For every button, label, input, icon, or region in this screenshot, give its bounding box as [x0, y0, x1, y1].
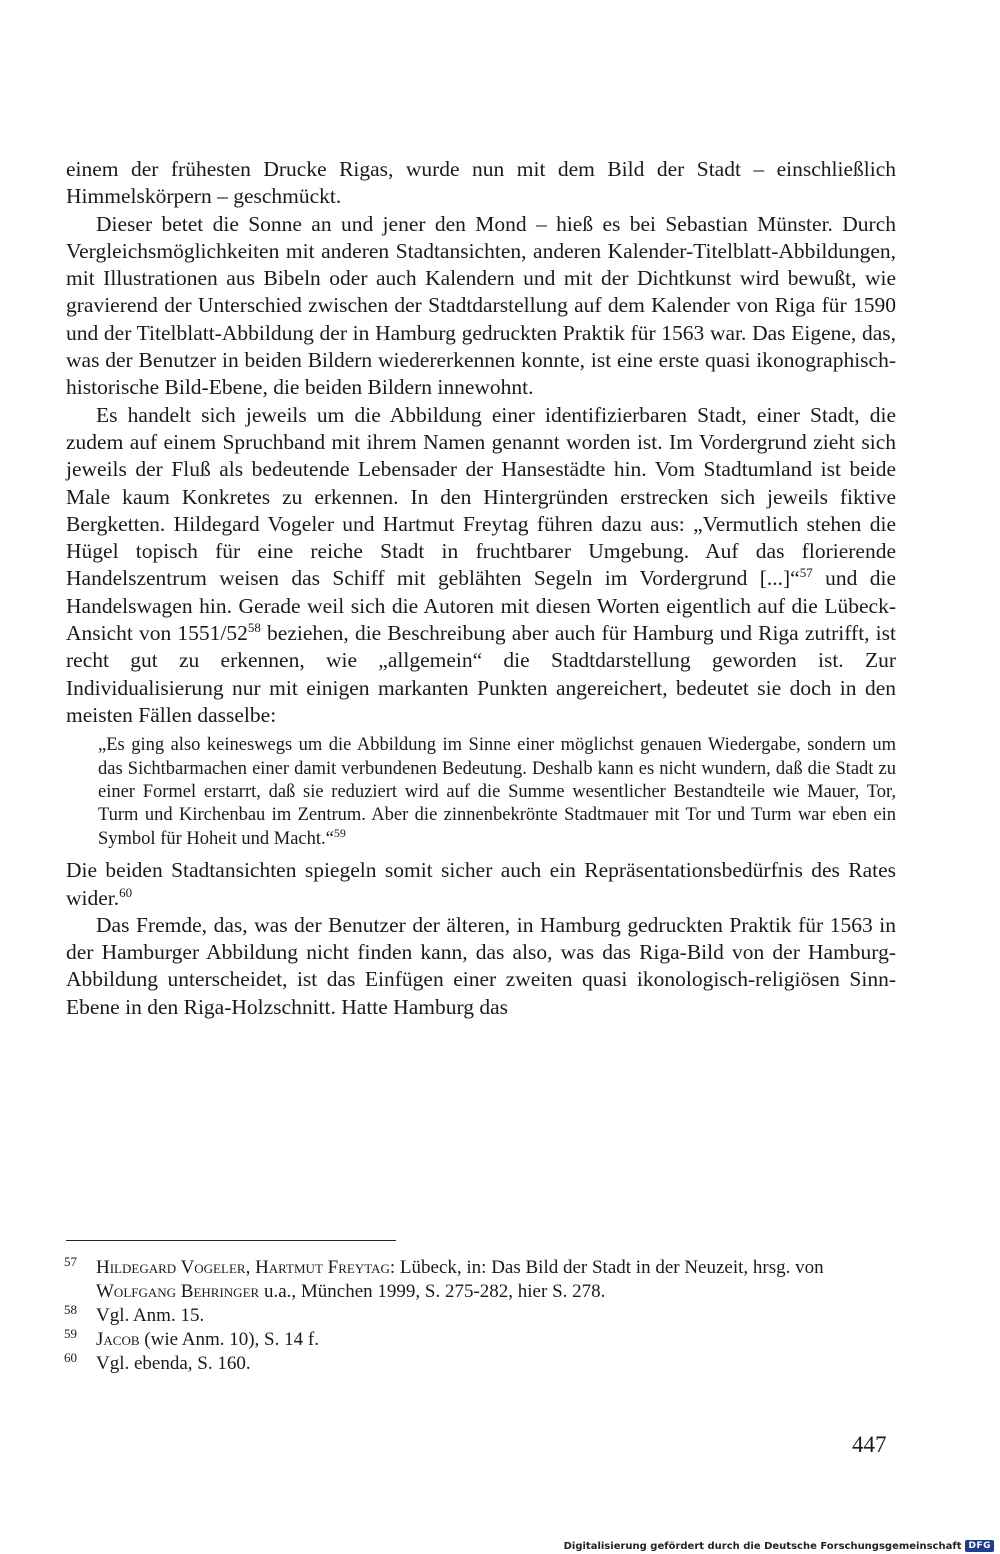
footnote-text: Vgl. ebenda, S. 160.: [96, 1353, 251, 1374]
footnote-author: Hartmut Freytag: [255, 1257, 390, 1278]
page-number: 447: [852, 1432, 887, 1457]
quote-text: „Es ging also keineswegs um die Abbildung im Sinne einer möglichst genauen Wiedergabe, sondern um das Sichtbarmachen einer damit verbundenen Bedeutung. Deshalb kann es nicht wundern, daß die Stadt zu einer Formel erstarrt, daß sie reduziert wird auf die Summe wesentlicher Bestandteile wie Mauer, Tor, Turm und Kirchenbau im Zentrum. Aber die zinnenbekrönte Stadtmauer mit Tor und Turm war eben ein Symbol für Hoheit und Macht.“: [98, 735, 896, 849]
footnote-number: 58: [64, 1302, 77, 1317]
footnote-author: Jacob: [96, 1329, 140, 1350]
footnote-number: 57: [64, 1254, 77, 1269]
footnote: [64, 1304, 894, 1328]
paragraph: Das Fremde, das, was der Benutzer der älteren, in Hamburg gedruckten Praktik für 1563 in der Hamburger Abbildung nicht finden kann, das also, was das Riga-Bild von der Hamburg-Abbildung unterscheidet, ist das Einfügen einer zweiten quasi ikonologisch-religiösen Sinn-Ebene in den Riga-Holzschnitt. Hatte Hamburg das: [66, 912, 896, 1019]
footnote-text: ,: [245, 1257, 256, 1278]
paragraph-text: Die beiden Stadtansichten spiegeln somit sicher auch ein Repräsentationsbedürfnis des Rates wider.: [66, 858, 896, 910]
main-text: [66, 156, 896, 1021]
footnote-ref[interactable]: 59: [333, 825, 346, 840]
paragraph-text: beziehen, die Beschreibung aber auch für Hamburg und Riga zutrifft, ist recht gut zu erkennen, wie „allgemein“ die Stadtdarstellung geworden ist. Zur Individualisierung nur mit einigen markanten Punkten angereichert, bedeutet sie doch in den meisten Fällen dasselbe:: [66, 621, 896, 727]
footnote-text: u.a., München 1999, S. 275-282, hier S. 278.: [259, 1281, 606, 1302]
block-quote: [98, 734, 896, 851]
footnote-ref[interactable]: 58: [247, 619, 261, 635]
dfg-logo-icon: DFG: [965, 1540, 994, 1552]
footnote-divider: [66, 1240, 396, 1241]
footnote-ref[interactable]: 60: [119, 884, 133, 900]
digitization-credit: [564, 1540, 994, 1552]
footnote-number: 59: [64, 1326, 77, 1341]
paragraph-text: und die Handelswagen hin. Gerade weil sich die Autoren mit diesen Worten eigentlich auf die Lübeck-Ansicht von 1551/52: [66, 566, 896, 646]
footnote: [64, 1328, 894, 1352]
paragraph: Dieser betet die Sonne an und jener den Mond – hieß es bei Sebastian Münster. Durch Vergleichsmöglichkeiten mit anderen Stadtansichten, anderen Kalender-Titelblatt-Abbildungen, mit Illustrationen aus Bibeln oder auch Kalendern und mit der Dichtkunst wird bewußt, wie gravierend der Unterschied zwischen der Stadtdarstellung auf dem Kalender von Riga für 1590 und der Titelblatt-Abbildung der in Hamburg gedruckten Praktik für 1563 war. Das Eigene, das, was der Benutzer in beiden Bildern wiedererkennen konnte, ist eine erste quasi ikonographisch-historische Bild-Ebene, die beiden Bildern innewohnt.: [66, 211, 896, 400]
paragraph: [66, 402, 896, 730]
credit-text: Digitalisierung gefördert durch die Deutsche Forschungsgemeinschaft: [563, 1540, 962, 1552]
footnote-text: : Lübeck, in: Das Bild der Stadt in der Neuzeit, hrsg. von: [389, 1257, 824, 1278]
footnote-author: Hildegard Vogeler: [96, 1257, 246, 1278]
footnote-number: 60: [64, 1350, 77, 1365]
footnote-text: (wie Anm. 10), S. 14 f.: [139, 1329, 319, 1350]
footnote-editor: Wolfgang Behringer: [96, 1281, 260, 1302]
paragraph: einem der frühesten Drucke Rigas, wurde nun mit dem Bild der Stadt – einschließlich Himmelskörpern – geschmückt.: [66, 157, 896, 209]
footnote-ref[interactable]: 57: [799, 565, 813, 581]
paragraph-text: Es handelt sich jeweils um die Abbildung einer identifizierbaren Stadt, einer Stadt, die zudem auf einem Spruchband mit ihrem Namen genannt worden ist. Im Vordergrund zieht sich jeweils der Fluß als bedeutende Lebensader der Hansestädte hin. Vom Stadtumland ist beide Male kaum Konkretes zu erkennen. In den Hintergründen erstrecken sich jeweils fiktive Bergketten. Hildegard Vogeler und Hartmut Freytag führen dazu aus: „Vermutlich stehen die Hügel topisch für eine reiche Stadt in fruchtbarer Umgebung. Auf das florierende Handelszentrum weisen das Schiff mit geblähten Segeln im Vordergrund [...]“: [66, 402, 896, 591]
footnote-text: Vgl. Anm. 15.: [96, 1305, 205, 1326]
footnote: [64, 1352, 894, 1376]
paragraph: [66, 857, 896, 912]
footnotes: [64, 1256, 894, 1376]
footnote: [64, 1256, 894, 1304]
